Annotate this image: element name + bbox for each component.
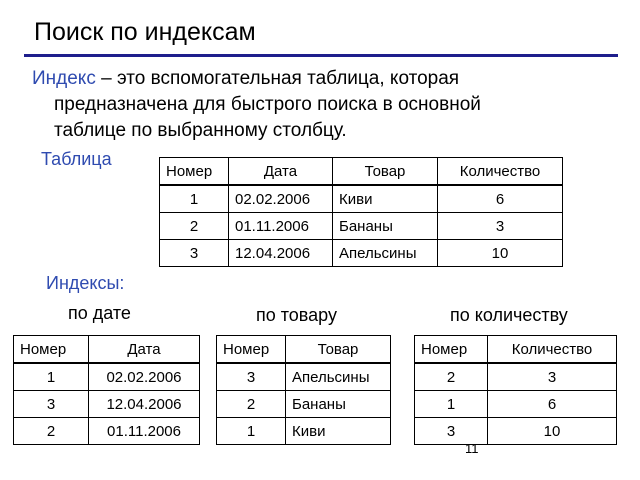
table-cell: 02.02.2006	[89, 363, 200, 391]
product-index-table	[216, 335, 391, 445]
date-index-header-row	[14, 336, 200, 364]
by-date-label: по дате	[68, 303, 131, 323]
table-cell: 1	[160, 185, 229, 213]
product-index-header-number: Номер	[217, 336, 286, 364]
main-table-header-date: Дата	[229, 158, 333, 186]
date-index-header-date: Дата	[89, 336, 200, 364]
table-cell: 3	[14, 391, 89, 418]
indexes-label: Индексы:	[46, 273, 125, 293]
table-row	[415, 363, 617, 391]
table-row	[415, 391, 617, 418]
table-cell: 2	[160, 213, 229, 240]
main-table-header-quantity: Количество	[438, 158, 563, 186]
quantity-index-header-row	[415, 336, 617, 364]
table-row	[14, 418, 200, 445]
table-row	[217, 363, 391, 391]
table-cell: 2	[217, 391, 286, 418]
table-cell: 6	[488, 391, 617, 418]
table-cell: 01.11.2006	[89, 418, 200, 445]
definition-line-1-text: – это вспомогательная таблица, которая	[95, 68, 460, 89]
table-cell: 1	[415, 391, 488, 418]
definition-line-1	[32, 66, 592, 92]
table-cell: 12.04.2006	[89, 391, 200, 418]
table-cell: 1	[217, 418, 286, 445]
table-cell: 3	[438, 213, 563, 240]
table-cell: 2	[14, 418, 89, 445]
table-cell: 3	[160, 240, 229, 267]
quantity-index-table	[414, 335, 617, 445]
definition-line-3: таблице по выбранному столбцу.	[54, 120, 347, 141]
quantity-index-header-number: Номер	[415, 336, 488, 364]
table-cell: 3	[415, 418, 488, 445]
title-underline	[24, 54, 618, 57]
table-label: Таблица	[41, 149, 112, 169]
by-quantity-label: по количеству	[450, 305, 568, 325]
table-cell: 02.02.2006	[229, 185, 333, 213]
table-cell: 2	[415, 363, 488, 391]
index-definition	[32, 66, 592, 144]
table-cell: 01.11.2006	[229, 213, 333, 240]
table-cell: 6	[438, 185, 563, 213]
product-index-header-product: Товар	[286, 336, 391, 364]
definition-line-2: предназначена для быстрого поиска в основной	[54, 94, 481, 115]
main-table-header-product: Товар	[333, 158, 438, 186]
product-index-header-row	[217, 336, 391, 364]
quantity-index-header-quantity: Количество	[488, 336, 617, 364]
table-cell: Киви	[333, 185, 438, 213]
table-row	[217, 391, 391, 418]
table-cell: Бананы	[286, 391, 391, 418]
table-cell: 3	[217, 363, 286, 391]
table-row	[14, 391, 200, 418]
table-row	[160, 213, 563, 240]
table-row	[415, 418, 617, 445]
definition-term: Индекс	[32, 68, 96, 89]
main-table-header-row	[160, 158, 563, 186]
table-cell: Апельсины	[286, 363, 391, 391]
table-row	[217, 418, 391, 445]
table-cell: 12.04.2006	[229, 240, 333, 267]
table-cell: 1	[14, 363, 89, 391]
table-cell: Бананы	[333, 213, 438, 240]
table-row	[160, 240, 563, 267]
table-row	[160, 185, 563, 213]
table-cell: 3	[488, 363, 617, 391]
table-cell: Апельсины	[333, 240, 438, 267]
date-index-table	[13, 335, 200, 445]
date-index-header-number: Номер	[14, 336, 89, 364]
page-number: 11	[465, 441, 479, 456]
main-table	[159, 157, 563, 267]
table-row	[14, 363, 200, 391]
slide-title: Поиск по индексам	[34, 18, 256, 46]
table-cell: 10	[438, 240, 563, 267]
table-cell: Киви	[286, 418, 391, 445]
table-cell: 10	[488, 418, 617, 445]
main-table-header-number: Номер	[160, 158, 229, 186]
by-product-label: по товару	[256, 305, 337, 325]
